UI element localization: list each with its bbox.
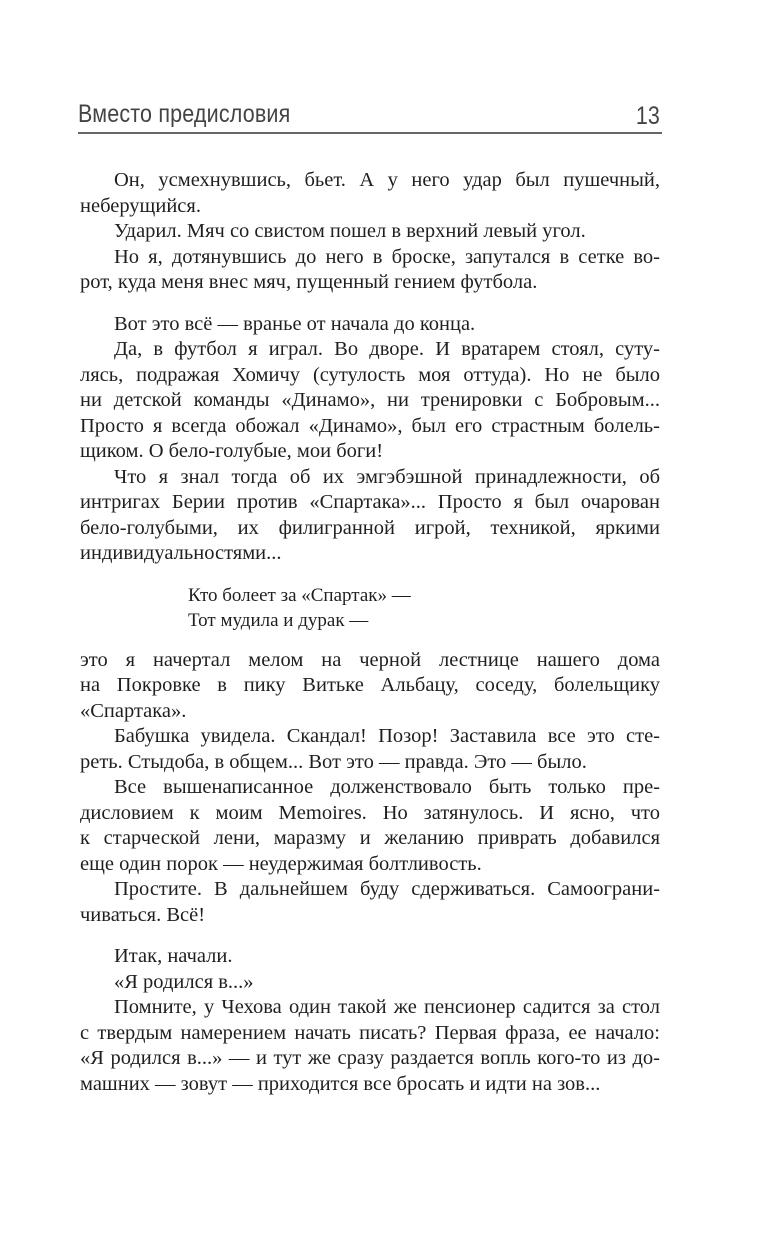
text-line: рот, куда меня внес мяч, пущенный гением футбола. — [80, 271, 538, 293]
verse-line: Тот мудила и дурак — — [188, 610, 369, 631]
text-line: к старческой лени, маразму и желанию приврать добавился — [80, 827, 660, 849]
text-line: Помните, у Чехова один такой же пенсионер садится за стол — [114, 996, 660, 1018]
verse-line: Кто болеет за «Спартак» — — [188, 584, 411, 606]
running-head — [78, 100, 662, 136]
page-number: 13 — [636, 102, 660, 130]
text-line: интригах Берии против «Спартака»... Просто я был очарован — [80, 491, 660, 513]
section-gap — [80, 296, 660, 312]
verse-gap — [80, 567, 660, 583]
text-line: щиком. О бело-голубые, мои боги! — [80, 440, 384, 462]
header-rule — [78, 132, 662, 134]
body-text — [80, 168, 660, 1097]
text-line: Да, в футбол я играл. Во дворе. И вратарем стоял, суту- — [114, 338, 660, 360]
text-line: реть. Стыдоба, в общем... Вот это — правда. Это — было. — [80, 750, 587, 773]
text-line: Ударил. Мяч со свистом пошел в верхний левый угол. — [114, 220, 586, 242]
verse-gap — [80, 634, 660, 648]
text-line: «Я родился в...» — [114, 970, 254, 993]
text-line: Просто я всегда обожал «Динамо», был его страстным болель- — [80, 414, 660, 437]
text-line: неберущийся. — [80, 194, 201, 217]
text-line: «Я родился в...» — и тут же сразу раздается вопль кого-то из до- — [80, 1047, 660, 1069]
chapter-title: Вместо предисловия — [78, 100, 291, 128]
text-line: лясь, подражая Хомичу (сутулость моя оттуда). Но не было — [80, 363, 660, 386]
text-line: индивидуальностями... — [80, 542, 282, 564]
text-line: это я начертал мелом на черной лестнице нашего дома — [80, 648, 660, 671]
text-line: «Спартака». — [80, 699, 187, 722]
text-line: машних — зовут — приходится все бросать и идти на зов... — [80, 1072, 601, 1095]
text-line: на Покровке в пику Витьке Альбацу, соседу, болельщику — [80, 674, 660, 696]
text-line: чиваться. Всё! — [80, 903, 206, 926]
text-line: еще один порок — неудержимая болтливость. — [80, 852, 482, 875]
text-line: бело-голубыми, их филигранной игрой, техникой, яркими — [80, 516, 660, 539]
text-line: Он, усмехнувшись, бьет. А у него удар был пушечный, — [114, 169, 660, 191]
text-line: Вот это всё — вранье от начала до конца. — [114, 312, 476, 335]
text-line: ни детской команды «Динамо», ни тренировки с Бобровым... — [80, 389, 660, 411]
text-line: Бабушка увидела. Скандал! Позор! Заставила все это сте- — [114, 725, 660, 747]
text-line: Что я знал тогда об их эмгэбэшной принадлежности, об — [114, 465, 660, 488]
text-line: дисловием к моим Memoires. Но затянулось. И ясно, что — [80, 801, 660, 824]
text-line: Итак, начали. — [114, 945, 233, 967]
text-line: с твердым намерением начать писать? Первая фраза, ее начало: — [80, 1021, 660, 1044]
text-line: Все вышенаписанное долженствовало быть только пре- — [114, 776, 660, 798]
text-line: Но я, дотянувшись до него в броске, запутался в сетке во- — [114, 245, 660, 268]
section-gap — [80, 928, 660, 944]
text-line: Простите. В дальнейшем буду сдерживаться. Самоограни- — [114, 878, 660, 900]
